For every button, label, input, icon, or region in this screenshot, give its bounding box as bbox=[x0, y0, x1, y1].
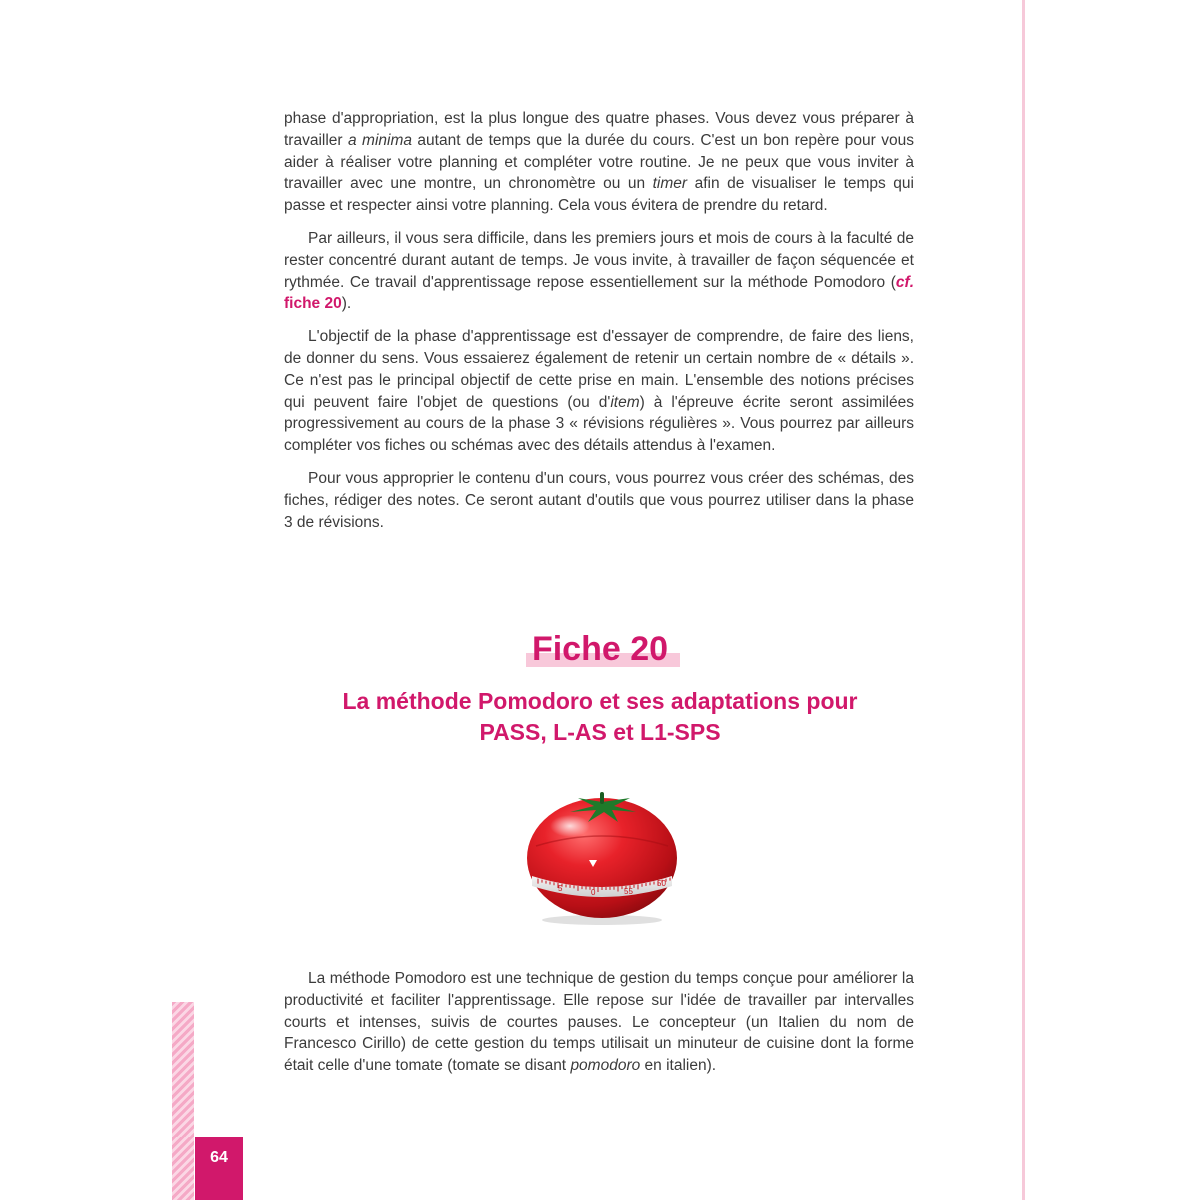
fiche-reference-cf: cf. bbox=[895, 273, 914, 291]
p2-text-b: ). bbox=[341, 295, 352, 313]
paragraph-3 bbox=[284, 326, 914, 457]
fiche-subtitle bbox=[0, 686, 1200, 748]
p1-italic-timer: timer bbox=[652, 175, 688, 193]
page-number-badge bbox=[195, 1137, 243, 1200]
dial-label-5: 5 bbox=[558, 884, 563, 893]
dial-label-0: 0 bbox=[591, 888, 596, 897]
pomodoro-timer-image bbox=[518, 786, 688, 926]
p3-text-a: L'objectif de la phase d'apprentissage est d'essayer de comprendre, de faire des liens, de donner du sens. Vous essaierez également de retenir un certain nombre de « détails ». Ce n'est pas le principal objectif de cette prise en main. L'ensemble des notions précises qui peuvent faire l'objet de questions (ou d' bbox=[284, 328, 914, 411]
paragraph-pomodoro bbox=[284, 968, 914, 1077]
pomodoro-text-a: La méthode Pomodoro est une technique de gestion du temps conçue pour améliorer la productivité et faciliter l'apprentissage. Elle repose sur l'idée de travailler par intervalles courts et intenses, suivis de courtes pauses. Le concepteur (un Italien du nom de Francesco Cirillo) de cette gestion du temps utilisait un minuteur de cuisine dont la forme était celle d'une tomate (tomate se disant bbox=[284, 970, 914, 1075]
p1-text-c: autant de temps que la durée du cours. C'est un bon repère pour vous aider à réaliser votre planning et compléter votre routine. Je ne peux que vous inviter à travailler avec une montre, un chronomètre ou un bbox=[284, 131, 914, 193]
pomodoro-text-c: en italien). bbox=[640, 1057, 717, 1075]
fiche-subtitle-line-1: La méthode Pomodoro et ses adaptations pour bbox=[342, 688, 858, 714]
p1-text-a: phase d'appropriation, est la plus longue des quatre phases. Vous devez vous préparer à travailler bbox=[284, 110, 914, 149]
paragraph-1 bbox=[284, 108, 914, 217]
p1-text-e: afin de visualiser le temps qui passe et respecter ainsi votre planning. Cela vous évitera de prendre du retard. bbox=[284, 175, 914, 215]
paragraph-2 bbox=[284, 228, 914, 315]
fiche-heading bbox=[0, 630, 1200, 669]
fiche-title: Fiche 20 bbox=[528, 630, 672, 669]
page-number-stripes bbox=[172, 1137, 194, 1200]
dial-label-50: 50 bbox=[657, 879, 666, 888]
body-text-bottom bbox=[284, 968, 914, 1088]
decorative-stripes bbox=[172, 1002, 194, 1138]
paragraph-4: Pour vous approprier le contenu d'un cours, vous pourrez vous créer des schémas, des fiches, rédiger des notes. Ce seront autant d'outils que vous pourrez utiliser dans la phase 3 de révisions. bbox=[284, 469, 914, 531]
p3-text-c: ) à l'épreuve écrite seront assimilées progressivement au cours de la phase 3 « révisions régulières ». Vous pourrez par ailleurs compléter vos fiches ou schémas avec des détails attendus à l'examen. bbox=[284, 393, 914, 455]
p2-text-a: Par ailleurs, il vous sera difficile, dans les premiers jours et mois de cours à la faculté de rester concentré durant autant de temps. Je vous invite, à travailler de façon séquencée et rythmée. Ce travail d'apprentissage repose essentiellement sur la méthode Pomodoro ( bbox=[284, 229, 914, 291]
fiche-reference-link[interactable]: fiche 20 bbox=[284, 295, 342, 313]
fiche-subtitle-line-2: PASS, L-AS et L1-SPS bbox=[479, 719, 721, 745]
tomato-timer-icon bbox=[518, 786, 688, 926]
p3-italic-item: item bbox=[610, 393, 640, 411]
page-number: 64 bbox=[210, 1149, 228, 1166]
body-text-top bbox=[284, 108, 914, 544]
pomodoro-italic: pomodoro bbox=[570, 1057, 641, 1075]
dial-label-55: 55 bbox=[624, 887, 633, 896]
page-edge-rule bbox=[1022, 0, 1025, 1200]
p1-italic-a-minima: a minima bbox=[348, 131, 412, 149]
